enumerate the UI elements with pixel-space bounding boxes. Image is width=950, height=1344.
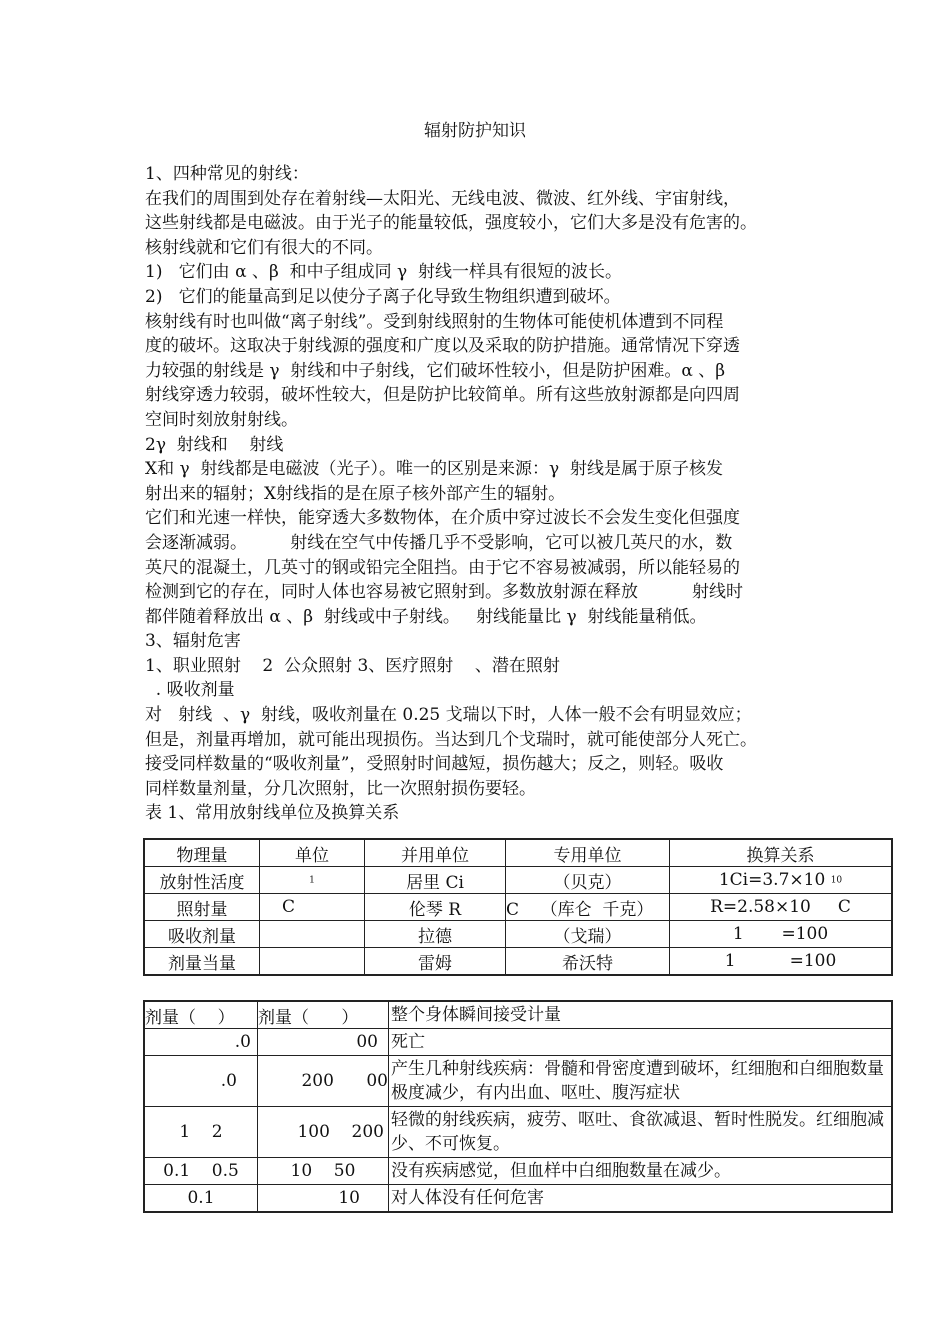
table-row <box>144 1029 892 1056</box>
text-line: 会逐渐减弱。 射线在空气中传播几乎不受影响，它可以被几英尺的水，数 <box>145 532 733 553</box>
table-cell: 100 200 <box>258 1107 389 1158</box>
text-line: 力较强的射线是 γ 射线和中子射线，它们破坏性较小，但是防护困难。α 、β <box>145 360 726 381</box>
text-line: 同样数量剂量，分几次照射，比一次照射损伤要轻。 <box>145 778 536 799</box>
text-line: X和 γ 射线都是电磁波（光子）。唯一的区别是来源：γ 射线是属于原子核发 <box>145 459 723 480</box>
units-table <box>143 838 893 976</box>
table-cell: 10 50 <box>258 1158 389 1185</box>
section-heading: 2γ 射线和 射线 <box>145 434 284 455</box>
table-cell: C <box>260 894 365 921</box>
table-header-cell: 剂量（ ） <box>144 1001 258 1029</box>
table-cell: 剂量当量 <box>144 948 260 976</box>
text-line: 但是，剂量再增加，就可能出现损伤。当达到几个戈瑞时，就可能使部分人死亡。 <box>145 729 757 750</box>
table-cell: .0 <box>144 1056 258 1107</box>
table-cell: .0 <box>144 1029 258 1056</box>
table-cell: C （库仑 千克） <box>506 894 670 921</box>
table-header-cell: 物理量 <box>144 839 260 867</box>
text-line: 射出来的辐射；X射线指的是在原子核外部产生的辐射。 <box>145 483 566 504</box>
text-line: 都伴随着释放出 α 、β 射线或中子射线。 射线能量比 γ 射线能量稍低。 <box>145 606 707 627</box>
text-line: 1) 它们由 α 、β 和中子组成同 γ 射线一样具有很短的波长。 <box>145 262 622 283</box>
table-cell: 伦琴 R <box>365 894 506 921</box>
dose-effects-table <box>143 1000 893 1213</box>
table-cell: 吸收剂量 <box>144 921 260 948</box>
table-header-row <box>144 839 892 867</box>
table-cell-text: 1Ci=3.7×10 <box>718 870 826 890</box>
table-caption: 表 1、常用放射线单位及换算关系 <box>145 803 400 824</box>
table-row <box>144 867 892 894</box>
text-line: 1、职业照射 2 公众照射 3、医疗照射 、潜在照射 <box>145 655 560 676</box>
table-row <box>144 1107 892 1158</box>
table-cell: 0.1 0.5 <box>144 1158 258 1185</box>
table-row <box>144 1056 892 1107</box>
text-line: 度的破坏。这取决于射线源的强度和广度以及采取的防护措施。通常情况下穿透 <box>145 336 740 357</box>
table-cell: 1 2 <box>144 1107 258 1158</box>
table-row <box>144 1158 892 1185</box>
text-line: 射线穿透力较弱，破坏性较大，但是防护比较简单。所有这些放射源都是向四周 <box>145 385 740 406</box>
table-row <box>144 921 892 948</box>
table-header-row <box>144 1001 892 1029</box>
table-cell: 轻微的射线疾病，疲劳、呕吐、食欲减退、暂时性脱发。红细胞减少、不可恢复。 <box>389 1107 893 1158</box>
table-cell: （贝克） <box>506 867 670 894</box>
table-cell: 对人体没有任何危害 <box>389 1185 893 1213</box>
text-line: 这些射线都是电磁波。由于光子的能量较低，强度较小，它们大多是没有危害的。 <box>145 213 757 234</box>
table-header-cell: 换算关系 <box>670 839 893 867</box>
table-row <box>144 1185 892 1213</box>
table-cell <box>260 948 365 976</box>
table-cell: 产生几种射线疾病：骨髓和骨密度遭到破坏，红细胞和白细胞数量极度减少，有内出血、呕吐、腹泻症状 <box>389 1056 893 1107</box>
table-cell: 拉德 <box>365 921 506 948</box>
text-line: 核射线有时也叫做“离子射线”。受到射线照射的生物体可能使机体遭到不同程 <box>145 311 724 332</box>
text-line: 对 射线 、γ 射线，吸收剂量在 0.25 戈瑞以下时，人体一般不会有明显效应； <box>145 705 752 726</box>
text-line: 它们和光速一样快，能穿透大多数物体，在介质中穿过波长不会发生变化但强度 <box>145 508 740 529</box>
table-cell: 照射量 <box>144 894 260 921</box>
text-line: 英尺的混凝土，几英寸的钢或铅完全阻挡。由于它不容易被减弱，所以能轻易的 <box>145 557 740 578</box>
table-row <box>144 948 892 976</box>
text-line: 接受同样数量的“吸收剂量”，受照射时间越短，损伤越大；反之，则轻。吸收 <box>145 754 724 775</box>
table-header-cell: 单位 <box>260 839 365 867</box>
table-cell <box>260 921 365 948</box>
text-line: 2) 它们的能量高到足以使分子离子化导致生物组织遭到破坏。 <box>145 286 621 307</box>
table-cell: 1 =100 <box>670 948 893 976</box>
text-line: 核射线就和它们有很大的不同。 <box>145 237 383 258</box>
table-cell-exponent: 10 <box>830 875 843 886</box>
table-cell: R=2.58×10 C <box>670 894 893 921</box>
table-cell: 希沃特 <box>506 948 670 976</box>
section-heading: . 吸收剂量 <box>145 680 235 701</box>
table-cell: 200 00 <box>258 1056 389 1107</box>
text-line: 在我们的周围到处存在着射线—太阳光、无线电波、微波、红外线、宇宙射线， <box>145 188 740 209</box>
text-line: 空间时刻放射射线。 <box>145 409 298 430</box>
table-cell: 居里 Ci <box>365 867 506 894</box>
table-header-cell: 并用单位 <box>365 839 506 867</box>
table-cell <box>260 867 365 894</box>
table-cell: 雷姆 <box>365 948 506 976</box>
table-row <box>144 894 892 921</box>
table-cell: 没有疾病感觉，但血样中白细胞数量在减少。 <box>389 1158 893 1185</box>
table-cell-small-text: 1 <box>309 875 315 886</box>
table-header-cell: 整个身体瞬间接受计量 <box>389 1001 893 1029</box>
table-cell: 死亡 <box>389 1029 893 1056</box>
table-cell: 1 =100 <box>670 921 893 948</box>
table-cell: 00 <box>258 1029 389 1056</box>
table-cell: 0.1 <box>144 1185 258 1213</box>
table-cell <box>670 867 893 894</box>
page-title: 辐射防护知识 <box>424 121 526 141</box>
table-header-cell: 专用单位 <box>506 839 670 867</box>
text-line: 1、四种常见的射线： <box>145 164 309 184</box>
text-line: 检测到它的存在，同时人体也容易被它照射到。多数放射源在释放 射线时 <box>145 582 744 603</box>
table-cell: （戈瑞） <box>506 921 670 948</box>
section-heading: 3、辐射危害 <box>145 631 241 652</box>
document-body <box>145 162 815 826</box>
table-cell: 放射性活度 <box>144 867 260 894</box>
table-header-cell: 剂量（ ） <box>258 1001 389 1029</box>
table-cell: 10 <box>258 1185 389 1213</box>
